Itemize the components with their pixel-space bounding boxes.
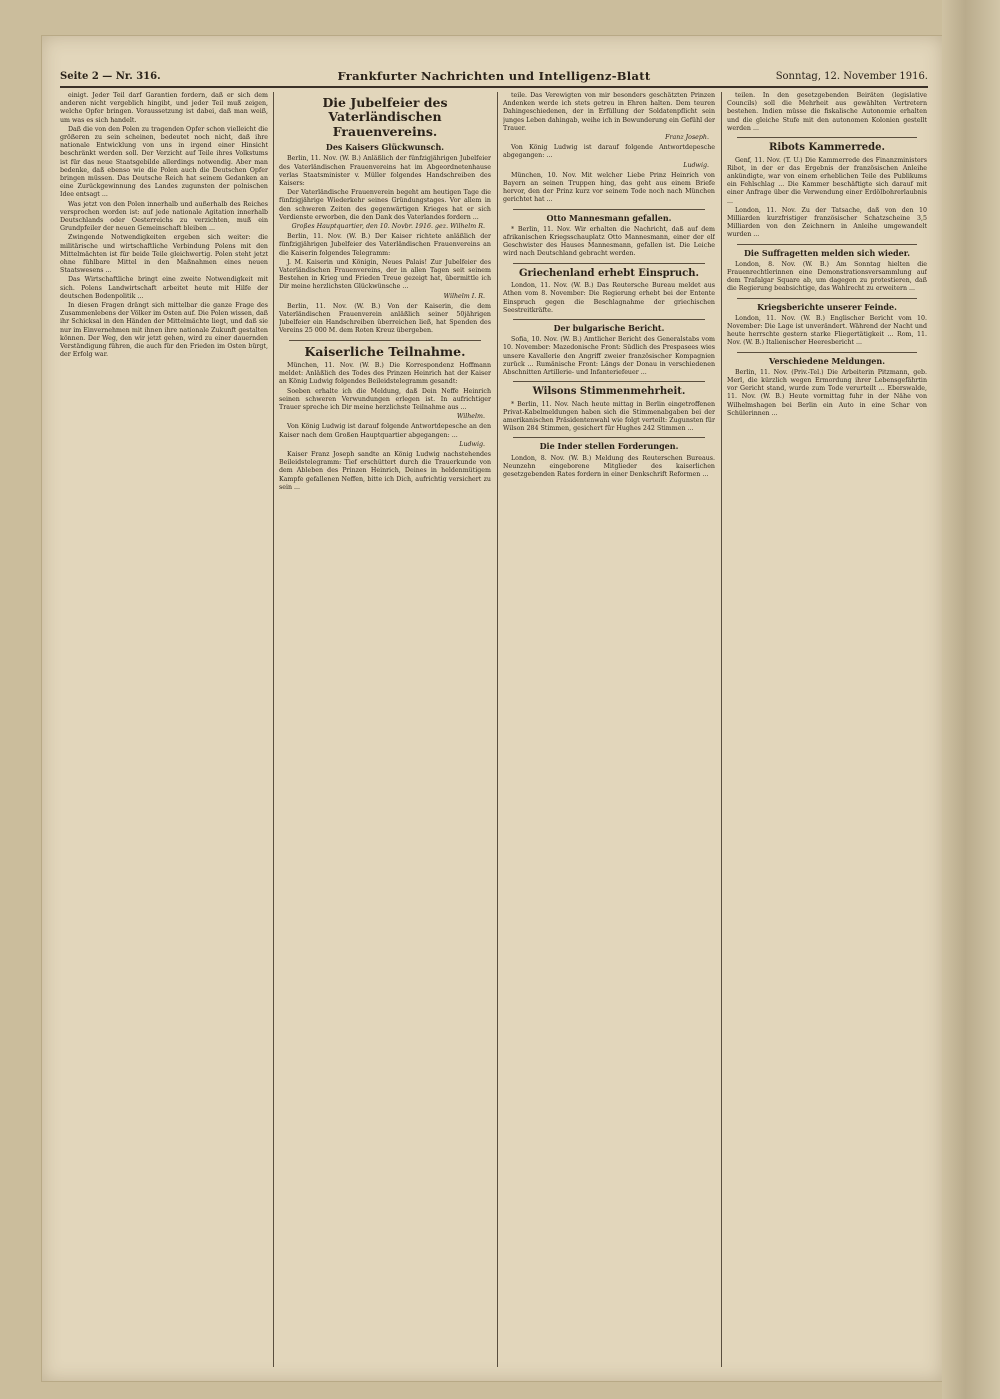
article-paragraph: Sofia, 10. Nov. (W. B.) Amtlicher Bericht des Generalstabs vom 10. November: Mazedonische Front: Südlich des Prespasees wies unsere Kavallerie den Angriff zweier französischer Kompagnien zurück ... Rumänische Front: Längs der Donau in verschiedenen Abschnitten Artillerie- und Infanteriefeuer ...	[503, 336, 715, 376]
article-paragraph: In diesen Fragen drängt sich mittelbar die ganze Frage des Zusammenlebens der Völker im Osten auf. Die Polen wissen, daß ihr Schicksal in den Händen der Mittelmächte liegt, und daß sie nur im Einvernehmen mit ihnen ihre nationale Zukunft gestalten können. Der Weg, den wir jetzt gehen, wird zu einer dauernden Verständigung führen, die auch für den Frieden im Osten bürgt, der Erfolg war.	[60, 302, 268, 359]
section-separator	[737, 298, 917, 299]
article-paragraph: London, 11. Nov. (W. B.) Englischer Bericht vom 10. November: Die Lage ist unverändert. Während der Nacht und heute herrschte gestern starke Fliegertätigkeit ... Rom, 11. Nov. (W. B.) Italienischer Heeresbericht ...	[727, 314, 927, 347]
column-2	[279, 92, 491, 1372]
signature: Franz Joseph.	[665, 134, 709, 142]
article-paragraph: London, 11. Nov. (W. B.) Das Reutersche Bureau meldet aus Athen vom 8. November: Die Regierung erhebt bei der Entente Einspruch gegen die Beschlagnahme der griechischen Seestreitkräfte.	[503, 282, 715, 314]
article-paragraph: Soeben erhalte ich die Meldung, daß Dein Neffe Heinrich seinen schweren Verwundungen erlegen ist. In aufrichtiger Trauer spreche ich Dir meine herzlichste Teilnahme aus ...	[279, 387, 491, 411]
article-paragraph: Berlin, 11. Nov. (Priv.-Tel.) Die Arbeiterin Pitzmann, geb. Merl, die kürzlich wegen Ermordung ihrer Lebensgefährtin vor Gericht stand, wurde zum Tode verurteilt ... Eberswalde, 11. Nov. (W. B.) Heute vormittag fuhr in der Nähe von Wilhelmshagen bei Berlin ein Auto in eine Schar von Schülerinnen ...	[727, 368, 927, 417]
article-paragraph: London, 8. Nov. (W. B.) Meldung des Reuterschen Bureaus. Neunzehn eingeborene Mitglieder des kaiserlichen gesetzgebenden Rates fordern in einer Denkschrift Reformen ...	[503, 454, 715, 479]
section-separator	[737, 137, 917, 138]
headline-wilson: Wilsons Stimmenmehrheit.	[532, 386, 686, 398]
section-separator	[737, 244, 917, 245]
article-paragraph: Von König Ludwig ist darauf folgende Antwortdepesche an den Kaiser nach dem Großen Hauptquartier abgegangen: ...	[279, 423, 491, 439]
signature: Wilhelm I. R.	[443, 292, 485, 300]
article-paragraph: Was jetzt von den Polen innerhalb und außerhalb des Reiches versprochen worden ist: auf jede nationale Agitation innerhalb Deutschlands oder Oesterreichs zu verzichten, muß ein Grundpfeiler der neuen Gemeinschaft bleiben ...	[60, 200, 268, 233]
section-separator	[513, 319, 705, 320]
signature: Wilhelm.	[456, 413, 485, 421]
article-paragraph: Zwingende Notwendigkeiten ergeben sich weiter: die militärische und wirtschaftliche Verbindung Polens mit den Mittelmächten ist für beide Teile gleichwertig. Polen steht jetzt ohne fühlbare Mittel in den Maßnahmen eines neuen Staatswesens ...	[60, 234, 268, 275]
article-paragraph: München, 10. Nov. Mit welcher Liebe Prinz Heinrich von Bayern an seinen Truppen hing, das geht aus einem Briefe hervor, den der Prinz kurz vor seinem Tode noch nach München gerichtet hat ...	[503, 171, 715, 204]
article-paragraph: Das Wirtschaftliche bringt eine zweite Notwendigkeit mit sich. Polens Landwirtschaft arbeitet heute mit Hilfe der deutschen Bodenpolitik ...	[60, 276, 268, 300]
article-paragraph: teile. Das Verewigten von mir besonders geschätzten Prinzen Andenken werde ich stets getreu in Ehren halten. Dem teuren Dahingeschiedenen, der in Erfüllung der Soldatenpflicht sein junges Leben dahingab, weihe ich in Bewunderung ein Gefühl der Trauer.	[503, 92, 715, 132]
article-paragraph: London, 8. Nov. (W. B.) Am Sonntag hielten die Frauenrechtlerinnen eine Demonstrationsversammlung auf dem Trafalgar Square ab, um dagegen zu protestieren, daß die Regierung beabsichtige, das Wahlrecht zu erweitern ...	[727, 260, 927, 293]
article-paragraph: München, 11. Nov. (W. B.) Die Korrespondenz Hoffmann meldet: Anläßlich des Todes des Prinzen Heinrich hat der Kaiser an König Ludwig folgendes Beileidstelegramm gesandt:	[279, 361, 491, 386]
adjacent-page-edge	[942, 0, 1000, 1399]
newspaper-page	[42, 36, 942, 1381]
article-paragraph: Der Vaterländische Frauenverein begeht am heutigen Tage die fünfzigjährige Wiederkehr seines Gründungstages. Vor allem in den schweren Zeiten des gegenwärtigen Krieges hat er sich Verdienste erworben, die den Dank des Vaterlandes fordern ...	[279, 189, 491, 221]
signature: Ludwig.	[459, 440, 485, 448]
article-paragraph: Genf, 11. Nov. (T. U.) Die Kammerrede des Finanzministers Ribot, in der er das Ergebnis der französischen Anleihe ankündigte, war von einem erheblichen Teile des Publikums ein Fehlschlag ... Die Kammer beschäftigte sich darauf mit einer Anfrage über die Verwendung einer Erdölbohrerlaubnis ...	[727, 156, 927, 205]
subheadline-glueckwunsch: Des Kaisers Glückwunsch.	[325, 142, 445, 153]
column-divider	[497, 92, 498, 1367]
section-separator	[289, 340, 481, 341]
headline-verschiedene-meldungen: Verschiedene Meldungen.	[769, 355, 885, 366]
article-paragraph: Von König Ludwig ist darauf folgende Antwortdepesche abgegangen: ...	[503, 144, 715, 160]
section-separator	[513, 437, 705, 438]
article-paragraph: Daß die von den Polen zu tragenden Opfer schon vielleicht die größeren zu sein scheinen, bedeutet noch nicht, daß ihre nationale Entwicklung von uns in irgend einer Hinsicht beschränkt werden soll. Der Verzicht auf Teile ihres Volkstums ist für das neue Staatsgebilde allerdings notwendig. Aber man bedenke, daß ebenso wie die Polen auch die Deutschen Opfer bringen müssen. Das Deutsche Reich hat seinem Gedanken an eine Zurückgewinnung des Landes zugunsten der polnischen Idee entsagt ...	[60, 125, 268, 199]
headline-jubelfeier: Die Jubelfeier des Vaterländischen Frauenvereins.	[322, 95, 448, 139]
column-1	[60, 92, 268, 1372]
article-paragraph: Berlin, 11. Nov. (W. B.) Anläßlich der fünfzigjährigen Jubelfeier des Vaterländischen Frauenvereins hat im Abgeordnetenhause verlas Staatsminister v. Müller folgendes Handschreiben des Kaisers:	[279, 155, 491, 187]
headline-kaiserliche-teilnahme: Kaiserliche Teilnahme.	[304, 343, 466, 359]
signature: Großes Hauptquartier, den 10. Novbr. 1916. gez. Wilhelm R.	[291, 222, 485, 230]
article-paragraph: J. M. Kaiserin und Königin, Neues Palais! Zur Jubelfeier des Vaterländischen Frauenvereins, der in allen Tagen seit seinem Bestehen in Krieg und Frieden Treue gezeigt hat, übermittle ich Dir meine herzlichsten Glückwünsche ...	[279, 258, 491, 291]
page-header	[60, 70, 928, 88]
column-divider	[273, 92, 274, 1367]
article-paragraph: Berlin, 11. Nov. (W. B.) Von der Kaiserin, die dem Vaterländischen Frauenverein anläßlich seiner 50jährigen Jubelfeier ein Handschreiben überreichen ließ, hat Spenden des Vereins 25 000 M. dem Roten Kreuz übergeben.	[279, 302, 491, 335]
article-paragraph: einigt. Jeder Teil darf Garantien fordern, daß er sich dem anderen nicht vergeblich hingibt, und jeder Teil muß zeigen, welche Opfer bringen. Voraussetzung ist dabei, daß man weiß, um was es sich handelt.	[60, 92, 268, 124]
headline-suffragetten: Die Suffragetten melden sich wieder.	[743, 247, 911, 258]
headline-inder: Die Inder stellen Forderungen.	[539, 441, 679, 452]
headline-ribot: Ribots Kammerrede.	[769, 142, 885, 154]
section-separator	[513, 381, 705, 382]
section-separator	[513, 263, 705, 264]
column-4	[727, 92, 927, 1372]
article-paragraph: teilen. In den gesetzgebenden Beiräten (legislative Councils) soll die Mehrheit aus gewählten Vertretern bestehen. Indien müsse die fiskalische Autonomie erhalten und die gleiche Stufe mit den autonomen Kolonien gestellt werden ...	[727, 92, 927, 132]
column-3	[503, 92, 715, 1372]
headline-kriegsberichte: Kriegsberichte unserer Feinde.	[757, 301, 897, 312]
article-paragraph: Kaiser Franz Joseph sandte an König Ludwig nachstehendes Beileidstelegramm: Tief erschüttert durch die Trauerkunde von dem Ableben des Prinzen Heinrich, Deines in heldenmütigem Kampfe gefallenen Neffen, bitte ich Dich, aufrichtig versichert zu sein ...	[279, 450, 491, 491]
headline-bulgarischer-bericht: Der bulgarische Bericht.	[553, 322, 665, 333]
column-divider	[721, 92, 722, 1367]
issue-date: Sonntag, 12. November 1916.	[775, 71, 928, 82]
page-number: Seite 2 — Nr. 316.	[60, 71, 161, 82]
signature: Ludwig.	[683, 161, 709, 169]
section-separator	[513, 209, 705, 210]
section-separator	[737, 352, 917, 353]
article-paragraph: * Berlin, 11. Nov. Wir erhalten die Nachricht, daß auf dem afrikanischen Kriegsschauplatz Otto Mannesmann, einer der elf Geschwister des Hauses Mannesmann, gefallen ist. Die Leiche wird nach Deutschland gebracht werden.	[503, 225, 715, 258]
article-paragraph: London, 11. Nov. Zu der Tatsache, daß von den 10 Milliarden kurzfristiger französischer Schatzscheine 3,5 Milliarden von den Zeichnern in Anleihe umgewandelt wurden ...	[727, 206, 927, 239]
masthead-title: Frankfurter Nachrichten und Intelligenz-Blatt	[337, 69, 651, 83]
headline-griechenland: Griechenland erhebt Einspruch.	[518, 267, 700, 279]
article-paragraph: * Berlin, 11. Nov. Nach heute mittag in Berlin eingetroffenen Privat-Kabelmeldungen haben sich die Stimmenabgaben bei der amerikanischen Präsidentenwahl wie folgt verteilt: Zugunsten für Wilson 284 Stimmen, gesichert für Hughes 242 Stimmen ...	[503, 400, 715, 433]
article-paragraph: Berlin, 11. Nov. (W. B.) Der Kaiser richtete anläßlich der fünfzigjährigen Jubelfeier des Vaterländischen Frauenvereins an die Kaiserin folgendes Telegramm:	[279, 233, 491, 257]
headline-mannesmann: Otto Mannesmann gefallen.	[546, 212, 672, 223]
